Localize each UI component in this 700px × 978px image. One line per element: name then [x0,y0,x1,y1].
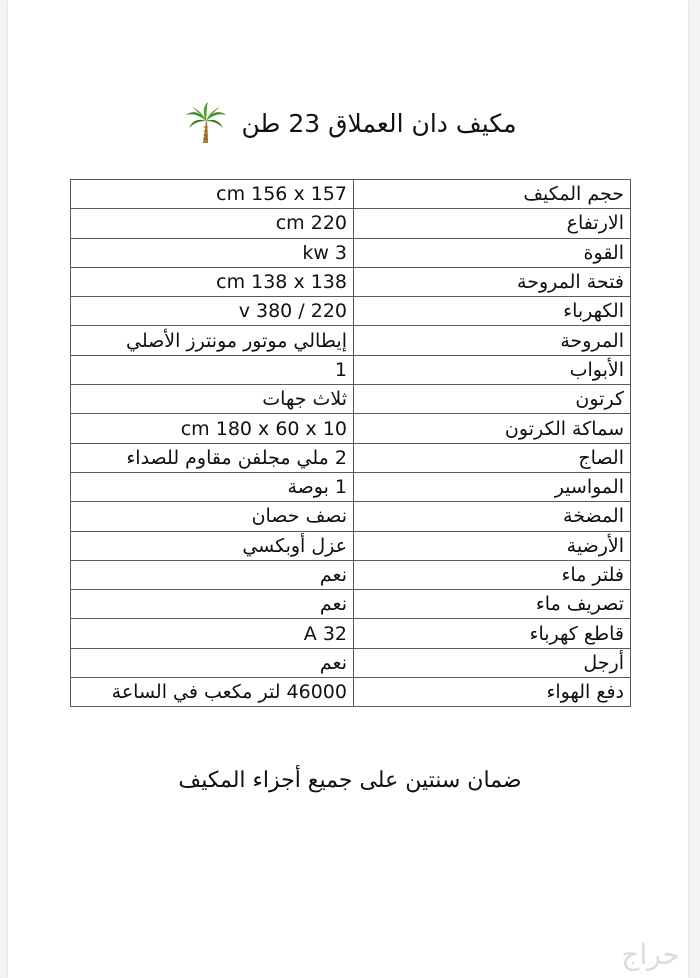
spec-label: الكهرباء [354,297,631,326]
table-row [71,326,631,355]
haraj-logo [532,934,682,972]
spec-label: الأبواب [354,355,631,384]
table-row [71,267,631,296]
spec-label: المروحة [354,326,631,355]
title-row [0,98,700,148]
spec-value: cm 138 x 138 [71,267,354,296]
spec-value: نعم [71,648,354,677]
spec-value: إيطالي موتور مونترز الأصلي [71,326,354,355]
table-row [71,238,631,267]
spec-label: الارتفاع [354,209,631,238]
spec-value: 46000 لتر مكعب في الساعة [71,678,354,707]
spec-label: الأرضية [354,531,631,560]
table-row [71,355,631,384]
spec-value: نصف حصان [71,502,354,531]
spec-label: أرجل [354,648,631,677]
spec-label: فلتر ماء [354,560,631,589]
spec-label: كرتون [354,385,631,414]
spec-table [70,179,631,707]
page-title: مكيف دان العملاق 23 طن [241,108,517,138]
spec-value: kw 3 [71,238,354,267]
table-row [71,678,631,707]
table-row [71,531,631,560]
spec-value: نعم [71,590,354,619]
spec-label: سماكة الكرتون [354,414,631,443]
table-row [71,414,631,443]
spec-label: قاطع كهرباء [354,619,631,648]
spec-label: فتحة المروحة [354,267,631,296]
table-row [71,560,631,589]
spec-value: 1 بوصة [71,472,354,501]
spec-label: دفع الهواء [354,678,631,707]
spec-value: نعم [71,560,354,589]
palm-tree-icon [184,101,228,145]
spec-value: 1 [71,355,354,384]
spec-label: حجم المكيف [354,180,631,209]
spec-label: المواسير [354,472,631,501]
spec-value: ثلاث جهات [71,385,354,414]
spec-label: تصريف ماء [354,590,631,619]
spec-value: عزل أوبكسي [71,531,354,560]
table-row [71,648,631,677]
spec-value: A 32 [71,619,354,648]
table-row [71,472,631,501]
table-row [71,590,631,619]
table-row [71,502,631,531]
spec-label: المضخة [354,502,631,531]
table-row [71,385,631,414]
table-row [71,619,631,648]
table-row [71,209,631,238]
watermark-text: حراج [621,938,680,971]
spec-value: cm 156 x 157 [71,180,354,209]
warranty-note: ضمان سنتين على جميع أجزاء المكيف [178,768,522,793]
table-row [71,297,631,326]
spec-label: الصاج [354,443,631,472]
spec-value: cm 180 x 60 x 10 [71,414,354,443]
spec-label: القوة [354,238,631,267]
spec-value: 2 ملي مجلفن مقاوم للصداء [71,443,354,472]
spec-value: cm 220 [71,209,354,238]
table-row [71,443,631,472]
table-row [71,180,631,209]
spec-value: v 380 / 220 [71,297,354,326]
